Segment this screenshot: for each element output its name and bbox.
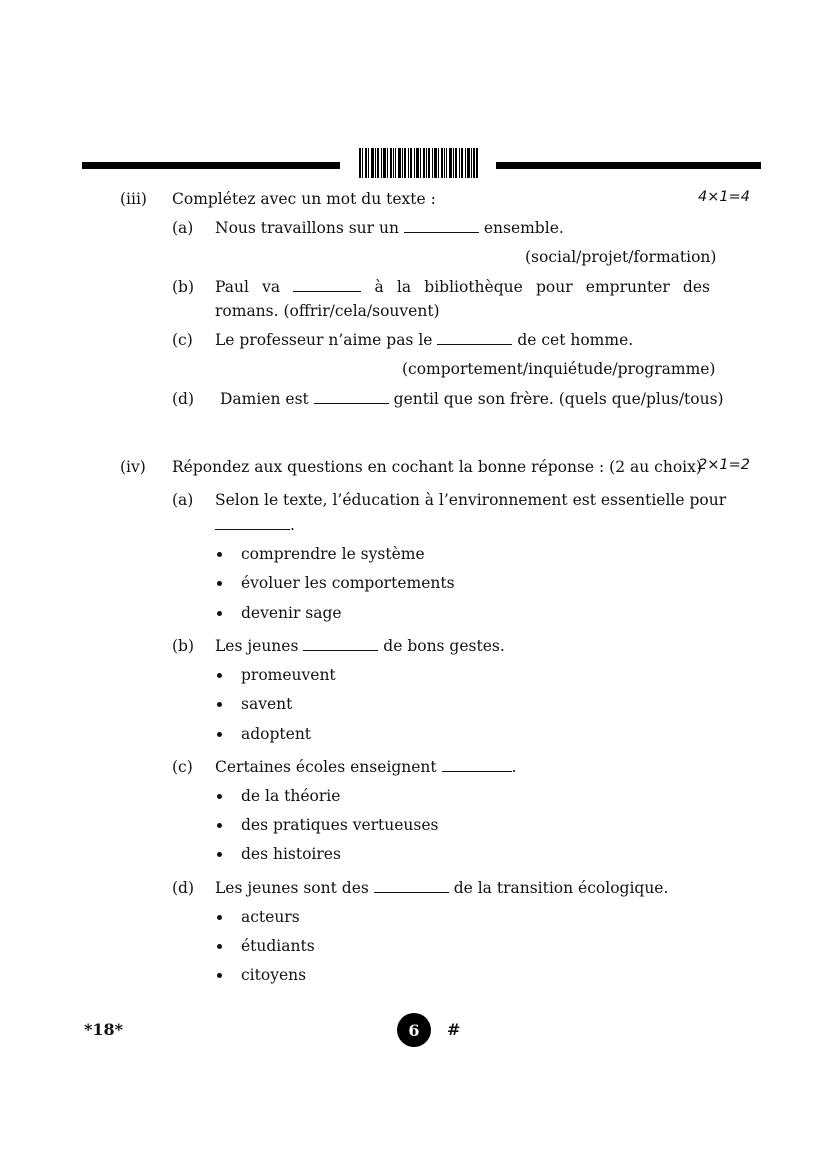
section-iv-instruction: Répondez aux questions en cochant la bonne réponse : (2 au choix)	[172, 458, 702, 476]
iv-c-choice-2[interactable]: des pratiques vertueuses	[241, 816, 439, 834]
iv-c-choice-1[interactable]: de la théorie	[241, 787, 341, 805]
iv-a-choice-2[interactable]: évoluer les comportements	[241, 574, 455, 592]
iii-c-label: (c)	[172, 331, 193, 349]
bullet-icon	[217, 852, 222, 857]
iii-c-options: (comportement/inquiétude/programme)	[402, 360, 716, 378]
iii-d-sentence: Damien est gentil que son frère. (quels que/plus/tous)	[220, 390, 724, 408]
answer-blank[interactable]	[215, 517, 290, 530]
iv-b-label: (b)	[172, 637, 195, 655]
bullet-icon	[217, 673, 222, 678]
iii-a-label: (a)	[172, 219, 194, 237]
bullet-icon	[217, 823, 222, 828]
iv-d-label: (d)	[172, 879, 195, 897]
iv-d-choice-1[interactable]: acteurs	[241, 908, 300, 926]
iv-c-label: (c)	[172, 758, 193, 776]
iv-c-sentence: Certaines écoles enseignent .	[215, 758, 517, 776]
iv-a-label: (a)	[172, 491, 194, 509]
iv-b-choice-3[interactable]: adoptent	[241, 725, 312, 743]
section-iv-marks: 2×1=2	[698, 457, 750, 473]
iii-d-label: (d)	[172, 390, 195, 408]
iv-a-line1: Selon le texte, l’éducation à l’environnement est essentielle pour	[215, 491, 727, 509]
iv-b-sentence: Les jeunes de bons gestes.	[215, 637, 505, 655]
iv-d-sentence: Les jeunes sont des de la transition écologique.	[215, 879, 669, 897]
bullet-icon	[217, 702, 222, 707]
bullet-icon	[217, 944, 222, 949]
iv-b-choice-2[interactable]: savent	[241, 695, 293, 713]
answer-blank[interactable]	[437, 332, 512, 345]
iv-a-choice-1[interactable]: comprendre le système	[241, 545, 425, 563]
footer-hash: #	[447, 1020, 461, 1039]
iv-a-line2: .	[215, 515, 295, 535]
answer-blank[interactable]	[314, 391, 389, 404]
answer-blank[interactable]	[374, 880, 449, 893]
iv-a-choice-3[interactable]: devenir sage	[241, 604, 342, 622]
section-iii-marks: 4×1=4	[698, 189, 750, 205]
footer-code: *18*	[84, 1020, 123, 1039]
iv-c-choice-3[interactable]: des histoires	[241, 845, 341, 863]
section-iii-number: (iii)	[120, 190, 147, 208]
bullet-icon	[217, 973, 222, 978]
header-rule-right	[496, 162, 761, 169]
section-iv-number: (iv)	[120, 458, 146, 476]
bullet-icon	[217, 581, 222, 586]
iv-b-choice-1[interactable]: promeuvent	[241, 666, 336, 684]
page-number: 6	[397, 1013, 431, 1047]
bullet-icon	[217, 794, 222, 799]
answer-blank[interactable]	[442, 759, 512, 772]
iii-a-sentence: Nous travaillons sur un ensemble.	[215, 219, 564, 237]
header-rule-left	[82, 162, 340, 169]
answer-blank[interactable]	[404, 220, 479, 233]
bullet-icon	[217, 552, 222, 557]
iv-d-choice-3[interactable]: citoyens	[241, 966, 307, 984]
section-iii-instruction: Complétez avec un mot du texte :	[172, 190, 436, 208]
answer-blank[interactable]	[303, 638, 378, 651]
iv-d-choice-2[interactable]: étudiants	[241, 937, 315, 955]
iii-b-sentence: Paul va à la bibliothèque pour emprunter des romans. (offrir/cela/souvent)	[215, 278, 710, 320]
bullet-icon	[217, 611, 222, 616]
bullet-icon	[217, 732, 222, 737]
iii-c-sentence: Le professeur n’aime pas le de cet homme.	[215, 331, 634, 349]
bullet-icon	[217, 915, 222, 920]
barcode-icon	[359, 148, 478, 178]
iii-a-options: (social/projet/formation)	[525, 248, 717, 266]
iii-b-label: (b)	[172, 278, 195, 296]
answer-blank[interactable]	[293, 279, 361, 292]
